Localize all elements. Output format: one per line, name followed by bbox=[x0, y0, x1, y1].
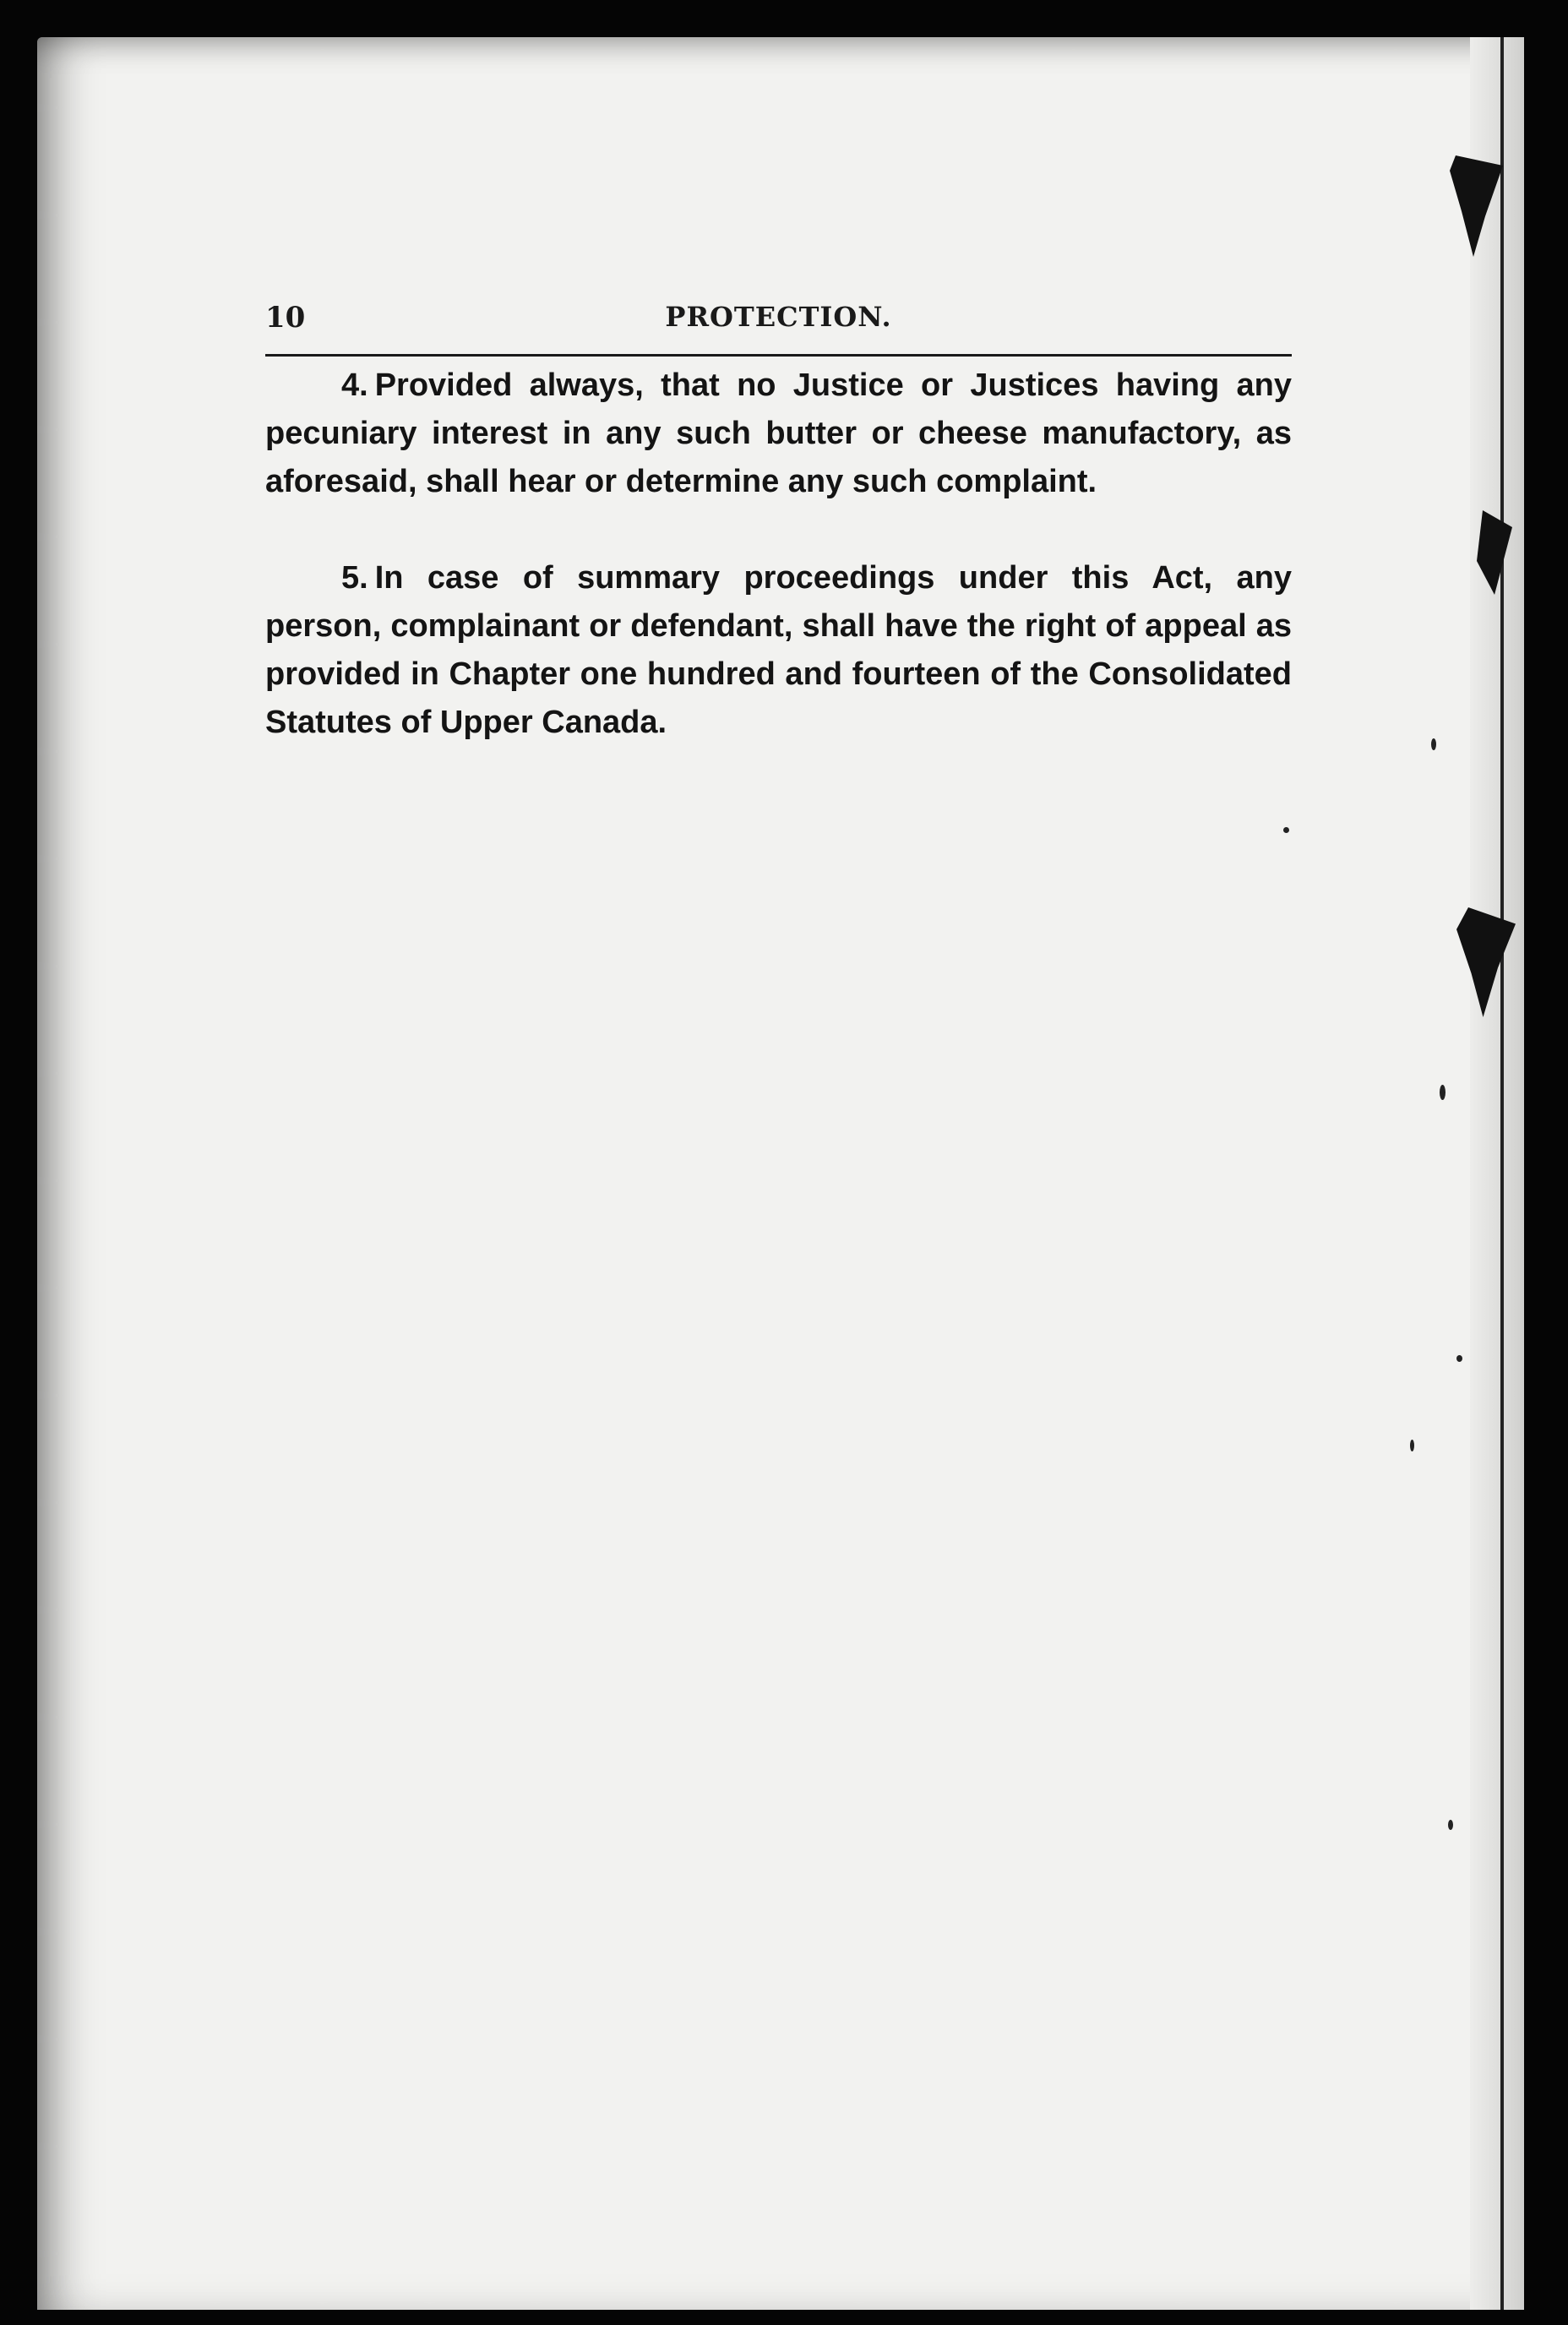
running-title: PROTECTION. bbox=[665, 301, 892, 333]
dust-speck bbox=[1410, 1440, 1414, 1451]
paragraph-5 bbox=[265, 554, 1292, 747]
page-fold-line bbox=[1500, 37, 1504, 2310]
dust-speck bbox=[1456, 1355, 1462, 1362]
book-page bbox=[37, 37, 1524, 2310]
page-gutter-edge bbox=[1470, 37, 1524, 2310]
paragraph-number: 4. bbox=[341, 368, 368, 403]
dust-speck bbox=[1283, 827, 1289, 833]
page-header bbox=[265, 301, 1292, 340]
dust-speck bbox=[1448, 1820, 1453, 1830]
body-text bbox=[265, 362, 1292, 747]
paragraph-number: 5. bbox=[341, 560, 368, 596]
paragraph-text: In case of summary proceedings under this Act, any person, complainant or defendant, shall have the right of appeal as provided in Chapter one hundred and fourteen of the Consolidated Statutes of Upper Canada. bbox=[265, 560, 1292, 740]
page-number: 10 bbox=[265, 301, 306, 335]
header-rule bbox=[265, 354, 1292, 357]
paragraph-4 bbox=[265, 362, 1292, 506]
paragraph-text: Provided always, that no Justice or Justices having any pecuniary interest in any such butter or cheese manufactory, as aforesaid, shall hear or determine any such complaint. bbox=[265, 368, 1292, 499]
dust-speck bbox=[1440, 1085, 1446, 1100]
dust-speck bbox=[1431, 738, 1436, 750]
